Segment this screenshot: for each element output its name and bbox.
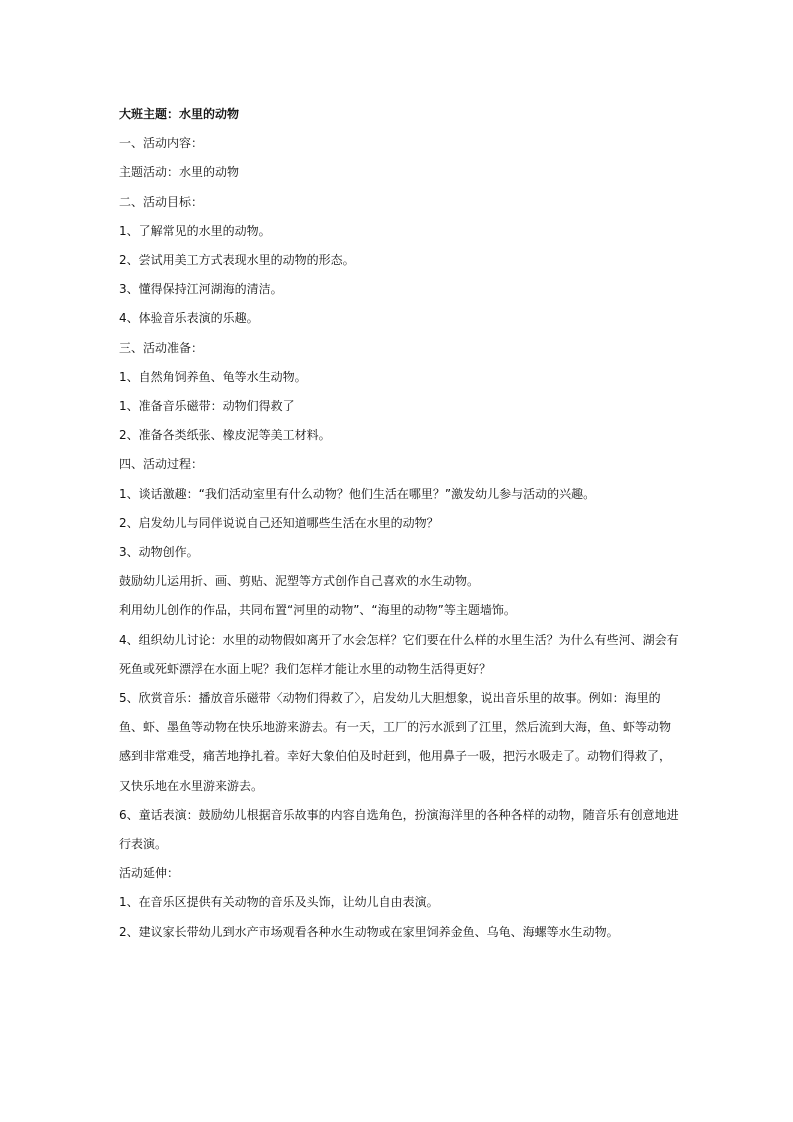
list-item: 4、体验音乐表演的乐趣。 bbox=[119, 311, 259, 326]
document-title: 大班主题：水里的动物 bbox=[119, 107, 240, 121]
list-item: 2、建议家长带幼儿到水产市场观看各种水生动物或在家里饲养金鱼、乌龟、海螺等水生动物。 bbox=[119, 924, 619, 939]
list-item: 1、了解常见的水里的动物。 bbox=[119, 223, 271, 238]
section-heading-content: 一、活动内容： bbox=[119, 136, 204, 151]
paragraph: 利用幼儿创作的作品，共同布置“河里的动物”、“海里的动物”等主题墙饰。 bbox=[119, 603, 516, 618]
list-item: 3、懂得保持江河湖海的清洁。 bbox=[119, 282, 283, 297]
paragraph: 鼓励幼儿运用折、画、剪贴、泥塑等方式创作自己喜欢的水生动物。 bbox=[119, 574, 480, 589]
list-item: 3、动物创作。 bbox=[119, 545, 199, 560]
list-item: 1、谈话激趣：“我们活动室里有什么动物？他们生活在哪里？”激发幼儿参与活动的兴趣。 bbox=[119, 486, 596, 501]
list-item: 1、准备音乐磁带：动物们得救了 bbox=[119, 399, 295, 414]
document-body bbox=[119, 100, 679, 947]
list-item: 4、组织幼儿讨论：水里的动物假如离开了水会怎样？它们要在什么样的水里生活？为什么有些河、湖会有死鱼或死虾漂浮在水面上呢？我们怎样才能让水里的动物生活得更好？ bbox=[119, 632, 679, 676]
section-heading-extension: 活动延伸： bbox=[119, 866, 180, 881]
list-item: 1、在音乐区提供有关动物的音乐及头饰，让幼儿自由表演。 bbox=[119, 895, 439, 910]
section-heading-goals: 二、活动目标： bbox=[119, 194, 204, 209]
paragraph: 主题活动：水里的动物 bbox=[119, 165, 240, 180]
list-item: 2、尝试用美工方式表现水里的动物的形态。 bbox=[119, 253, 355, 268]
section-heading-process: 四、活动过程： bbox=[119, 457, 204, 472]
list-item: 1、自然角饲养鱼、龟等水生动物。 bbox=[119, 369, 307, 384]
list-item: 5、欣赏音乐：播放音乐磁带〈动物们得救了〉，启发幼儿大胆想象，说出音乐里的故事。例如：海里的鱼、虾、墨鱼等动物在快乐地游来游去。有一天，工厂的污水派到了江里，然后流到大海，鱼、虾等动物感到非常难受，痛苦地挣扎着。幸好大象伯伯及时赶到，他用鼻子一吸，把污水吸走了。动物们得救了，又快乐地在水里游来游去。 bbox=[119, 691, 672, 793]
section-heading-preparation: 三、活动准备： bbox=[119, 340, 204, 355]
list-item: 2、启发幼儿与同伴说说自己还知道哪些生活在水里的动物？ bbox=[119, 515, 439, 530]
list-item: 2、准备各类纸张、橡皮泥等美工材料。 bbox=[119, 428, 331, 443]
list-item: 6、童话表演：鼓励幼儿根据音乐故事的内容自选角色，扮演海洋里的各种各样的动物，随音乐有创意地进行表演。 bbox=[119, 807, 679, 852]
